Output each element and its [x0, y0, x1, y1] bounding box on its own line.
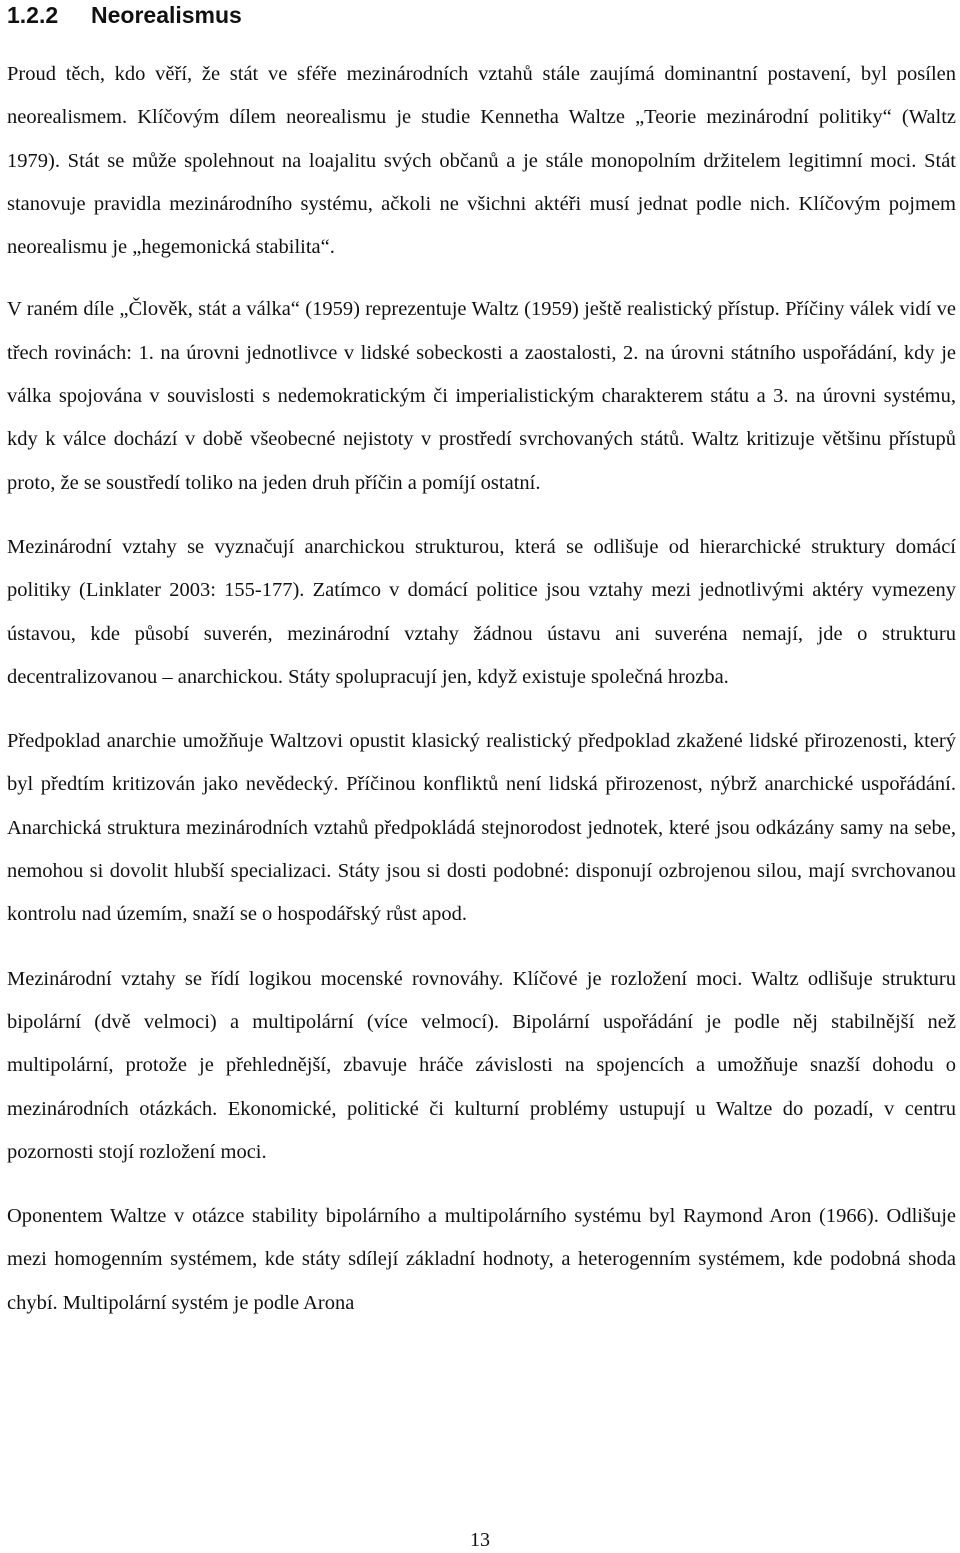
paragraph-anarchy-assumption: Předpoklad anarchie umožňuje Waltzovi opustit klasický realistický předpoklad zkažené lidské přirozenosti, který byl předtím kritizován jako nevědecký. Příčinou konfliktů není lidská přirozenost, nýbrž anarchické uspořádání. Anarchická struktura mezinárodních vztahů předpokládá stejnorodost jednotek, které jsou odkázány samy na sebe, nemohou si dovolit hlubší specializaci. Státy jsou si dosti podobné: disponují ozbrojenou silou, mají svrchovanou kontrolu nad územím, snaží se o hospodářský růst apod.	[7, 730, 956, 926]
paragraph-aron-opponent: Oponentem Waltze v otázce stability bipolárního a multipolárního systému byl Raymond Aron (1966). Odlišuje mezi homogenním systémem, kde státy sdílejí základní hodnoty, a heterogenním systémem, kde podobná shoda chybí. Multipolární systém je podle Arona	[7, 1205, 956, 1314]
document-page	[7, 0, 956, 1325]
paragraph-man-state-war: V raném díle „Člověk, stát a válka“ (1959) reprezentuje Waltz (1959) ještě realistický přístup. Příčiny válek vidí ve třech rovinách: 1. na úrovni jednotlivce v lidské sobeckosti a zaostalosti, 2. na úrovni státního uspořádání, kdy je válka spojována v souvislosti s nedemokratickým či imperialistickým charakterem státu a 3. na úrovni systému, kdy k válce dochází v době všeobecné nejistoty v prostředí svrchovaných států. Waltz kritizuje většinu přístupů proto, že se soustředí toliko na jeden druh příčin a pomíjí ostatní.	[7, 298, 956, 494]
page-number: 13	[470, 1529, 490, 1551]
paragraph-anarchic-structure: Mezinárodní vztahy se vyznačují anarchickou strukturou, která se odlišuje od hierarchické struktury domácí politiky (Linklater 2003: 155-177). Zatímco v domácí politice jsou vztahy mezi jednotlivými aktéry vymezeny ústavou, kde působí suverén, mezinárodní vztahy žádnou ústavu ani suveréna nemají, jde o strukturu decentralizovanou – anarchickou. Státy spolupracují jen, když existuje společná hrozba.	[7, 535, 956, 688]
section-number: 1.2.2	[7, 2, 59, 28]
section-title: Neorealismus	[91, 2, 242, 28]
paragraph-balance-of-power: Mezinárodní vztahy se řídí logikou mocenské rovnováhy. Klíčové je rozložení moci. Waltz odlišuje strukturu bipolární (dvě velmoci) a multipolární (více velmocí). Bipolární uspořádání je podle něj stabilnější než multipolární, protože je přehlednější, zbavuje hráče závislosti na spojencích a umožňuje snazší dohodu o mezinárodních otázkách. Ekonomické, politické či kulturní problémy ustupují u Waltze do pozadí, v centru pozornosti stojí rozložení moci.	[7, 967, 956, 1163]
paragraph-neorealism-intro: Proud těch, kdo věří, že stát ve sféře mezinárodních vztahů stále zaujímá dominantní postavení, byl posílen neorealismem. Klíčovým dílem neorealismu je studie Kennetha Waltze „Teorie mezinárodní politiky“ (Waltz 1979). Stát se může spolehnout na loajalitu svých občanů a je stále monopolním držitelem legitimní moci. Stát stanovuje pravidla mezinárodního systému, ačkoli ne všichni aktéři musí jednat podle nich. Klíčovým pojmem neorealismu je „hegemonická stabilita“.	[7, 63, 956, 259]
section-heading	[7, 0, 956, 32]
